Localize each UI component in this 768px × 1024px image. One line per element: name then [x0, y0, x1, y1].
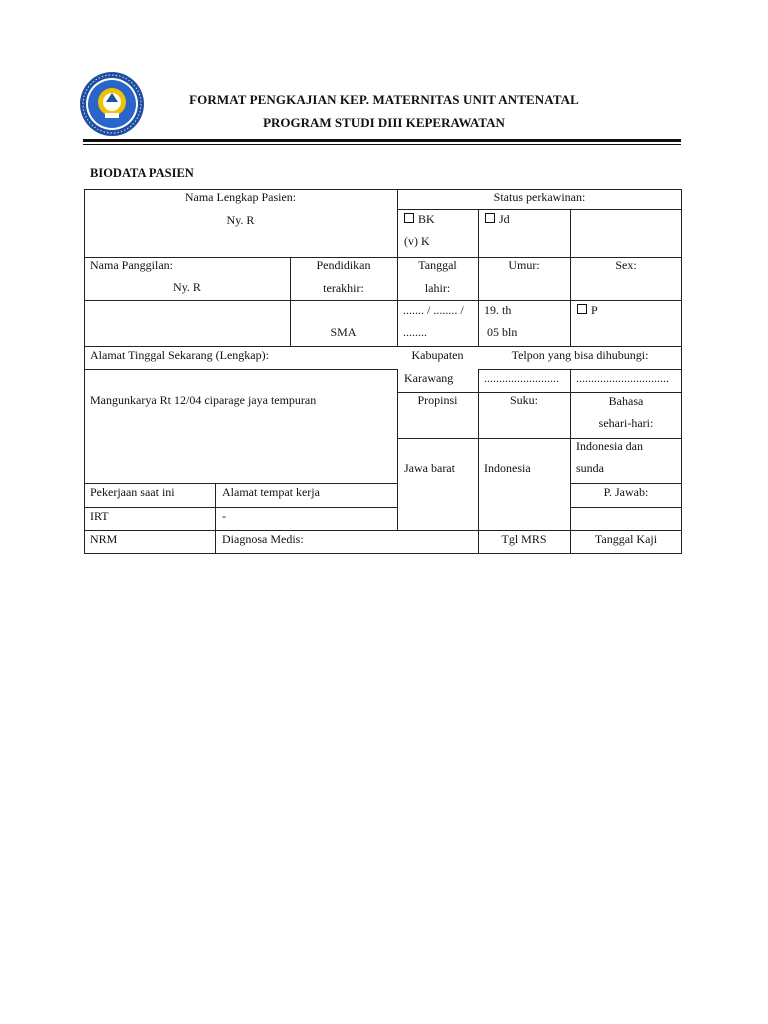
status-option-jd[interactable]: Jd	[485, 212, 510, 226]
alamat-value: Mangunkarya Rt 12/04 ciparage jaya tempuran	[90, 393, 317, 407]
pekerjaan-value: IRT	[90, 509, 109, 523]
header-rule-thick	[83, 139, 681, 142]
umur-label: Umur:	[508, 258, 540, 272]
pendidikan-value: SMA	[330, 325, 357, 339]
nama-lengkap-label: Nama Lengkap Pasien:	[184, 190, 297, 204]
tanggal-lahir-value-2[interactable]: ........	[403, 325, 427, 339]
tanggal-lahir-label-1: Tanggal	[418, 258, 457, 272]
alamat-label: Alamat Tinggal Sekarang (Lengkap):	[90, 348, 269, 362]
section-title: BIODATA PASIEN	[90, 166, 194, 180]
form-subtitle: PROGRAM STUDI DIII KEPERAWATAN	[263, 115, 505, 130]
checkbox-jd-icon[interactable]	[485, 213, 495, 223]
pekerjaan-label: Pekerjaan saat ini	[90, 485, 175, 499]
kabupaten-label: Kabupaten	[411, 348, 464, 362]
umur-value-2: 05 bln	[487, 325, 518, 339]
nama-panggilan-label: Nama Panggilan:	[90, 258, 173, 272]
tanggal-kaji-label: Tanggal Kaji	[594, 532, 658, 546]
pendidikan-label-2: terakhir:	[323, 281, 364, 295]
bahasa-value-2: sunda	[576, 461, 604, 475]
alamat-kerja-label: Alamat tempat kerja	[222, 485, 320, 499]
status-option-k[interactable]: (v) K	[404, 234, 430, 248]
nrm-label: NRM	[90, 532, 118, 546]
checkbox-bk-icon[interactable]	[404, 213, 414, 223]
status-option-bk[interactable]: BK	[404, 212, 435, 226]
kabupaten-value: Karawang	[404, 371, 454, 385]
status-perkawinan-label: Status perkawinan:	[493, 190, 586, 204]
form-title: FORMAT PENGKAJIAN KEP. MATERNITAS UNIT ANTENATAL	[189, 92, 579, 107]
sex-option-p[interactable]: P	[577, 303, 598, 317]
suku-value: Indonesia	[484, 461, 531, 475]
telpon-label: Telpon yang bisa dihubungi:	[511, 348, 649, 362]
nama-lengkap-value: Ny. R	[226, 213, 255, 227]
alamat-kerja-value: -	[222, 509, 226, 523]
sex-label: Sex:	[615, 258, 637, 272]
pendidikan-label-1: Pendidikan	[316, 258, 371, 272]
nama-panggilan-value: Ny. R	[173, 280, 201, 294]
tanggal-lahir-label-2: lahir:	[424, 281, 451, 295]
checkbox-p-icon[interactable]	[577, 304, 587, 314]
institution-logo	[79, 71, 145, 137]
header-rule-thin	[83, 144, 681, 145]
suku-label: Suku:	[509, 393, 538, 407]
bahasa-label-1: Bahasa	[608, 394, 644, 408]
umur-value-1: 19. th	[484, 303, 512, 317]
bahasa-label-2: sehari-hari:	[598, 416, 654, 430]
telpon-value-1[interactable]: .........................	[484, 371, 559, 385]
propinsi-value: Jawa barat	[404, 461, 455, 475]
tanggal-lahir-value-1[interactable]: ....... / ........ /	[403, 303, 464, 317]
diagnosa-medis-label: Diagnosa Medis:	[222, 532, 304, 546]
telpon-value-2[interactable]: ...............................	[576, 371, 669, 385]
propinsi-label: Propinsi	[417, 393, 458, 407]
bahasa-value-1: Indonesia dan	[576, 439, 643, 453]
tgl-mrs-label: Tgl MRS	[501, 532, 547, 546]
penanggung-jawab-label: P. Jawab:	[603, 485, 649, 499]
